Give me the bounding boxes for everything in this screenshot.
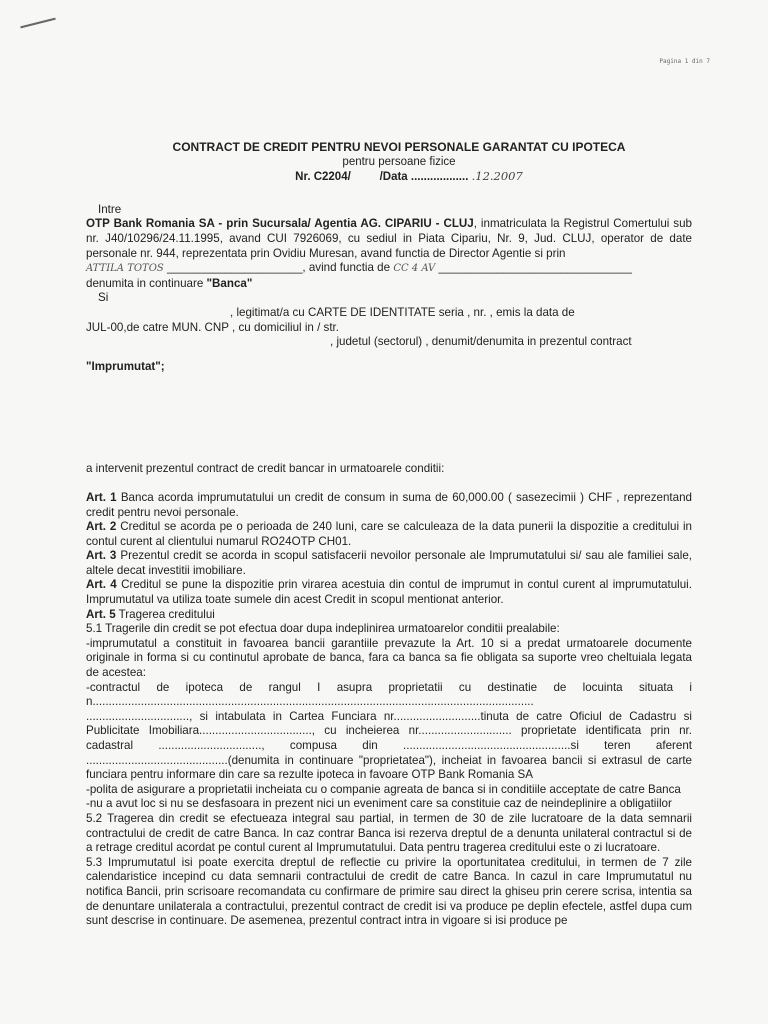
article-2-text: Creditul se acorda pe o perioada de 240 luni, care se calculeaza de la data punerii la dispozitie a creditului in contul curent al clientului numarul RO24OTP CH01. [86, 520, 692, 548]
section-5-1: 5.1 Tragerile din credit se pot efectua doar dupa indeplinirea urmatoarelor conditii prealabile: [86, 622, 560, 636]
article-4-label: Art. 4 [86, 578, 117, 592]
bank-alias-prefix: denumita in continuare [86, 276, 204, 290]
section-5-1-d: -polita de asigurare a proprietatii incheiata cu o companie agreata de banca si in conditiile acceptate de catre Banca [86, 782, 681, 796]
bank-party [86, 217, 692, 261]
article-2 [86, 520, 692, 549]
article-2-label: Art. 2 [86, 520, 117, 534]
article-5-label: Art. 5 [86, 607, 116, 621]
contract-number-line [126, 169, 692, 185]
contract-number: Nr. C2204/ [295, 171, 351, 184]
article-4-text: Creditul se pune la dispozitie prin virarea acestuia din contul de imprumut in contul curent al imprumutatului. Imprumutatul va utiliza toate sumele din acest Credit in scopul mentionat anterior. [86, 578, 692, 607]
article-1-text: Banca acorda imprumutatului un credit de consum in suma de 60,000.00 ( sasezecimii ) CHF , reprezentand credit pentru nevoi personale. [86, 490, 692, 519]
parties-intro: Intre [98, 202, 122, 216]
signatory-handwritten: ATTILA TOTOS [86, 263, 164, 275]
contract-subtitle: pentru persoane fizice [342, 155, 456, 168]
function-handwritten: CC 4 AV [393, 263, 436, 275]
section-5-2: 5.2 Tragerea din credit se efectueaza integral sau partial, in termen de 30 de zile lucratoare de la data semnarii contractului de credit de catre Banca. In caz contrar Banca isi rezerva dreptul de a denunta unilateral contractul si de a retrage creditul acordat pe contul curent al Imprumutatului. Data pentru tragerea creditului este o zi lucratoare. [86, 811, 692, 855]
signatory-suffix: _____________________, avind functia de [167, 261, 391, 275]
bank-alias: "Banca" [206, 276, 253, 290]
page-number: Pagina 1 din 7 [659, 58, 710, 65]
contract-title: CONTRACT DE CREDIT PENTRU NEVOI PERSONALE GARANTAT CU IPOTECA [172, 140, 626, 154]
article-1-label: Art. 1 [86, 490, 117, 504]
article-5 [86, 608, 692, 623]
article-1 [86, 491, 692, 520]
parties-and: Si [98, 291, 109, 305]
article-3 [86, 549, 692, 578]
date-label: /Data .................. [379, 171, 469, 184]
bank-name: OTP Bank Romania SA - prin Sucursala/ Agentia AG. CIPARIU - CLUJ [86, 217, 474, 231]
date-handwritten: .12.2007 [471, 169, 523, 184]
article-5-text: Tragerea creditului [118, 607, 215, 621]
section-5-1-b: -contractul de ipoteca de rangul I asupra proprietatii cu destinatie de locuinta situata in......................................................................................................................................... [86, 680, 692, 709]
bank-details: , inmatriculata la Registrul Comertului sub nr. J40/10296/24.11.1995, avand CUI 7926069, cu sediul in Piata Cipariu, Nr. 9, Jud. CLUJ, operator de date personale nr. 944, reprezentata prin Ovidiu Muresan, avand functia de Director Agentie si prin [86, 217, 692, 260]
signatory-line: ATTILA TOTOS _____________________, avind functia de CC 4 AV ______________________________ [86, 261, 632, 275]
article-4 [86, 578, 692, 607]
borrower-line-2: JUL-00,de catre MUN. CNP , cu domiciliul in / str. [86, 320, 339, 334]
section-5-3: 5.3 Imprumutatul isi poate exercita dreptul de reflectie cu privire la oportunitatea creditului, in termen de 7 zile calendaristice incepind cu data semnarii contractului de credit de catre Banca. In cazul in care Imprumutatul nu notifica Bancii, prin scrisoare recomandata cu confirmare de primire sau direct la ghiseu prin cerere scrisa, intentia sa de denuntare unilaterala a contractului, prezentul contract de credit isi va produce pe deplin efectele, astfel dupa cum sunt descrise in continuare. De asemenea, prezentul contract intra in vigoare si isi produce pe [86, 855, 692, 928]
bank-alias-line [86, 277, 692, 292]
contract-document [86, 140, 692, 929]
article-3-label: Art. 3 [86, 549, 117, 563]
scan-mark [20, 18, 55, 29]
borrower-line-1: , legitimat/a cu CARTE DE IDENTITATE seria , nr. , emis la data de [230, 305, 575, 319]
intro-conditions: a intervenit prezentul contract de credit bancar in urmatoarele conditii: [86, 462, 445, 476]
article-3-text: Prezentul credit se acorda in scopul satisfacerii nevoilor personale ale Imprumutatului si/ sau ale familiei sale, altele decat investitii imobiliare. [86, 549, 692, 577]
borrower-alias: "Imprumutat"; [86, 359, 165, 373]
section-5-1-c: ................................, si intabulata in Cartea Funciara nr...........................tinuta de catre Oficiul de Cadastru si Publicitate Imobiliara..................................., cu incheierea nr............................. proprietate identificata prin nr. cadastral ................................, compusa din ....................................................si teren aferent ............................................(denumita in continuare "proprietatea"), incheiat in favoarea bancii si extrasul de carte funciara pentru informare din care sa rezulte ipoteca in favoare OTP Bank Romania SA [86, 709, 692, 782]
borrower-line-3: , judetul (sectorul) , denumit/denumita in prezentul contract [330, 335, 632, 349]
section-5-1-a: -imprumutatul a constituit in favoarea bancii garantiile prevazute la Art. 10 si a predat urmatoarele documente originale in forma si cu continutul aprobate de banca, fara ca banca sa fie obligata sa suporte vreo cheltuiala legata de acestea: [86, 636, 692, 680]
section-5-1-e: -nu a avut loc si nu se desfasoara in prezent nici un eveniment care sa constituie caz de neindeplinire a obligatiilor [86, 797, 672, 811]
